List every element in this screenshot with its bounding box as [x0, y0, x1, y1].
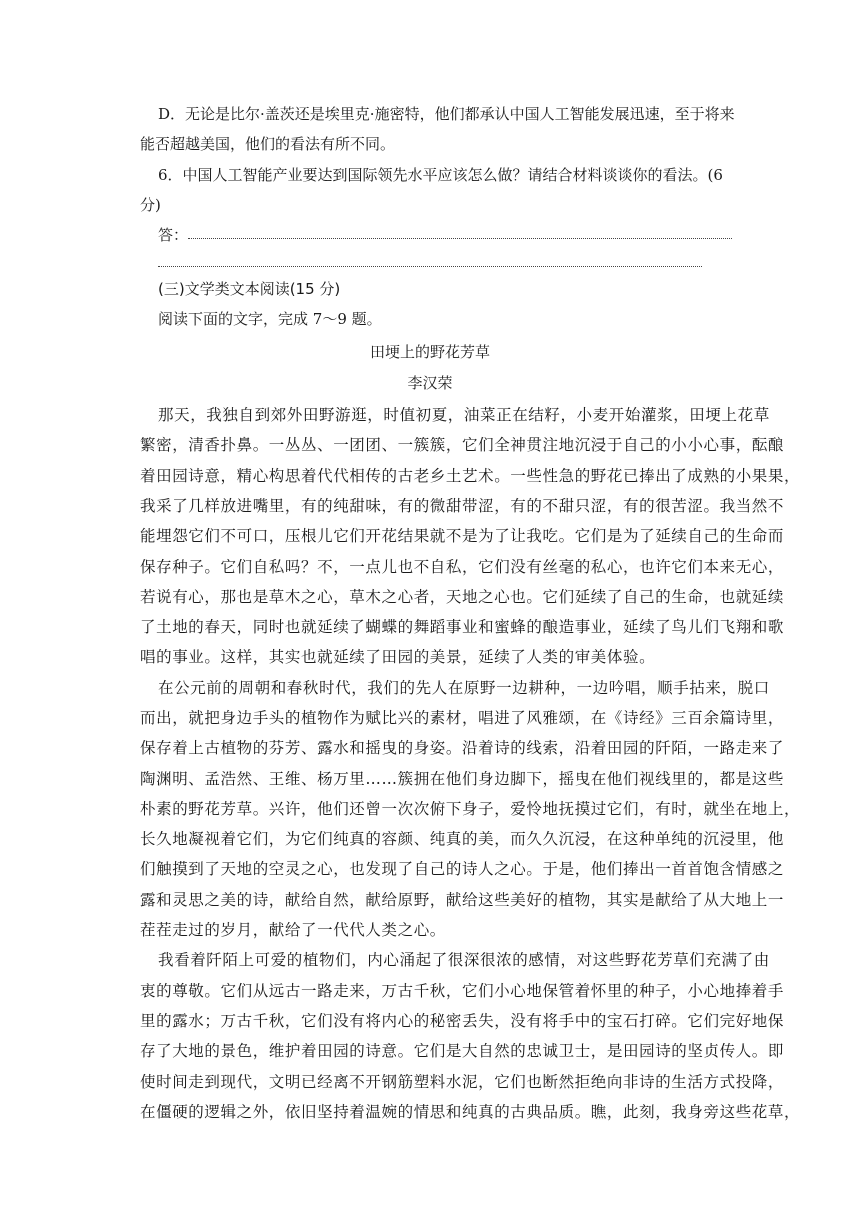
section3-instruction: 阅读下面的文字，完成 7～9 题。: [158, 310, 382, 328]
article-line: 存了大地的景色，维护着田园的诗意。它们是大自然的忠诚卫士，是田园诗的坚贞传人。即: [140, 1042, 785, 1060]
article-line: 陶渊明、孟浩然、王维、杨万里……簇拥在他们身边脚下，摇曳在他们视线里的，都是这些: [140, 770, 785, 788]
article-line: 若说有心，那也是草木之心，草木之心者，天地之心也。它们延续了自己的生命，也就延续: [140, 588, 785, 606]
article-line: 着田园诗意，精心构思着代代相传的古老乡土艺术。一些性急的野花已捧出了成熟的小果果，: [140, 467, 801, 485]
article-line: 唱的事业。这样，其实也就延续了田园的美景，延续了人类的审美体验。: [140, 648, 656, 666]
answer-line-1[interactable]: [188, 238, 732, 239]
article-line: 我采了几样放进嘴里，有的纯甜味，有的微甜带涩，有的不甜只涩，有的很苦涩。我当然不: [140, 497, 785, 515]
article-title: 田埂上的野花芳草: [369, 343, 490, 361]
q6-answer-label: 答：: [158, 226, 189, 244]
article-line: 朴素的野花芳草。兴许，他们还曾一次次俯下身子，爱怜地抚摸过它们，有时，就坐在地上，: [140, 800, 801, 818]
article-line: 保存着上古植物的芬芳、露水和摇曳的身姿。沿着诗的线索，沿着田园的阡陌，一路走来了: [140, 739, 785, 757]
article-line: 使时间走到现代，文明已经离不开钢筋塑料水泥，它们也断然拒绝向非诗的生活方式投降，: [140, 1073, 785, 1091]
article-line: 衷的尊敬。它们从远古一路走来，万古千秋，它们小心地保管着怀里的种子，小心地捧着手: [140, 982, 785, 1000]
article-author: 李汉荣: [407, 374, 453, 392]
article-line: 长久地凝视着它们，为它们纯真的容颜、纯真的美，而久久沉浸，在这种单纯的沉浸里，他: [140, 830, 785, 848]
q5-option-d-line2: 能否超越美国，他们的看法有所不同。: [140, 135, 396, 153]
article-line: 在公元前的周朝和春秋时代，我们的先人在原野一边耕种，一边吟唱，顺手拈来，脱口: [158, 679, 770, 697]
article-line: 能埋怨它们不可口，压根儿它们开花结果就不是为了让我吃。它们是为了延续自己的生命而: [140, 527, 785, 545]
section3-heading: (三)文学类文本阅读(15 分): [158, 280, 341, 298]
q6-question-line1: 6．中国人工智能产业要达到国际领先水平应该怎么做？请结合材料谈谈你的看法。(6: [158, 166, 723, 184]
article-line: 而出，就把身边手头的植物作为赋比兴的素材，唱进了风雅颂，在《诗经》三百余篇诗里，: [140, 709, 785, 727]
article-line: 们触摸到了天地的空灵之心，也发现了自己的诗人之心。于是，他们捧出一首首饱含情感之: [140, 860, 785, 878]
article-line: 里的露水；万古千秋，它们没有将内心的秘密丢失，没有将手中的宝石打碎。它们完好地保: [140, 1012, 785, 1030]
q5-option-d-line1: D．无论是比尔·盖茨还是埃里克·施密特，他们都承认中国人工智能发展迅速，至于将来: [158, 105, 735, 123]
article-line: 在僵硬的逻辑之外，依旧坚持着温婉的情思和纯真的古典品质。瞧，此刻，我身旁这些花草，: [140, 1103, 801, 1121]
article-line: 保存种子。它们自私吗？不，一点儿也不自私，它们没有丝毫的私心，也许它们本来无心，: [140, 558, 785, 576]
answer-line-2[interactable]: [158, 266, 702, 267]
article-line: 那天，我独自到郊外田野游逛，时值初夏，油菜正在结籽，小麦开始灌浆，田埂上花草: [158, 406, 770, 424]
article-line: 繁密，清香扑鼻。一丛丛、一团团、一簇簇，它们全神贯注地沉浸于自己的小小心事，酝酿: [140, 436, 785, 454]
article-line: 露和灵思之美的诗，献给自然，献给原野，献给这些美好的植物，其实是献给了从大地上一: [140, 891, 785, 909]
article-line: 茬茬走过的岁月，献给了一代代人类之心。: [140, 921, 446, 939]
article-line: 我看着阡陌上可爱的植物们，内心涌起了很深很浓的感情，对这些野花芳草们充满了由: [158, 951, 770, 969]
q6-question-line2: 分): [140, 196, 161, 214]
article-line: 了土地的春天，同时也就延续了蝴蝶的舞蹈事业和蜜蜂的酿造事业，延续了鸟儿们飞翔和歌: [140, 618, 785, 636]
